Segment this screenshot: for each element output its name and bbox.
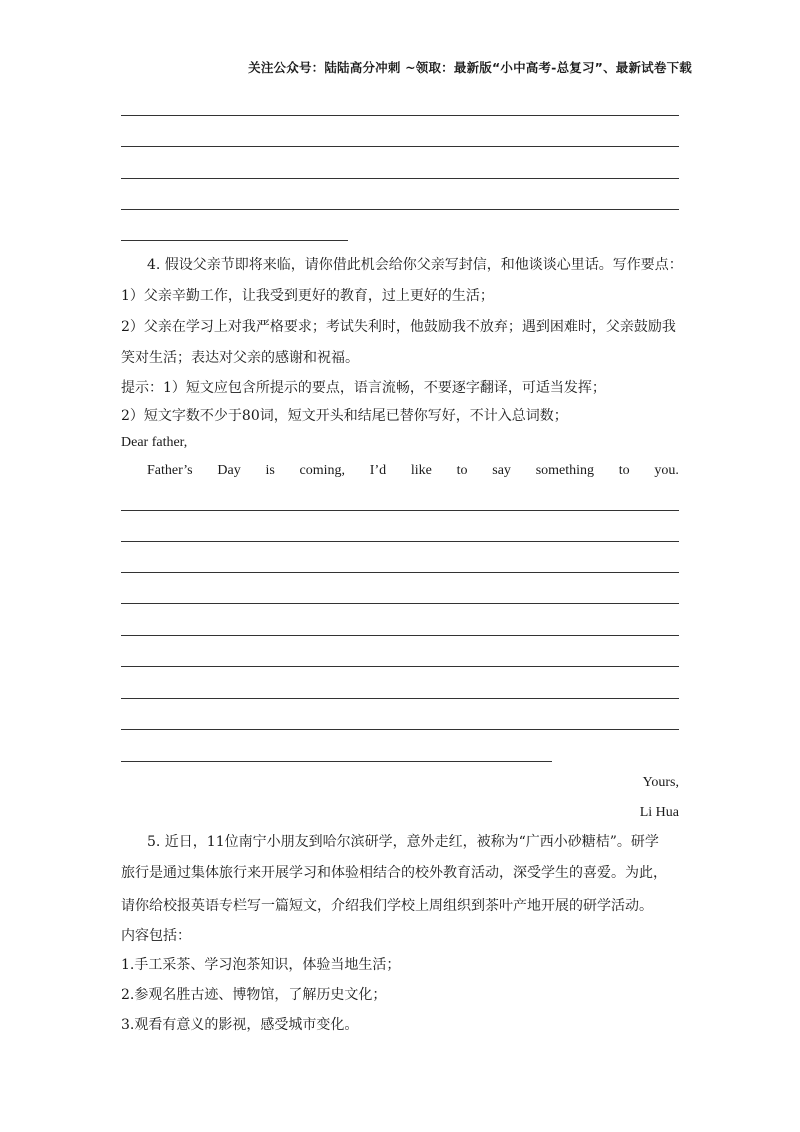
q4-tip-1: 提示：1）短文应包含所提示的要点，语言流畅，不要逐字翻译，可适当发挥； [121,380,606,396]
answer-line [121,115,679,116]
q5-contents-label: 内容包括： [121,928,191,944]
letter-opening-line [147,461,679,481]
q4-point-1: 1）父亲辛勤工作，让我受到更好的教育，过上更好的生活； [121,288,494,304]
answer-line [121,510,679,511]
q4-tip-2: 2）短文字数不少于80词，短文开头和结尾已替你写好，不计入总词数； [121,408,568,424]
opening-word: say [492,463,511,478]
answer-line [121,541,679,542]
answer-line [121,178,679,179]
answer-line [121,240,348,241]
q5-item-2: 2.参观名胜古迹、博物馆，了解历史文化； [121,987,387,1003]
answer-line [121,698,679,699]
letter-signature: Li Hua [639,805,679,820]
answer-line [121,666,679,667]
opening-word: like [410,463,432,478]
letter-closing: Yours, [642,775,679,790]
opening-word: to [618,463,630,478]
q5-line-1: 5. 近日，11位南宁小朋友到哈尔滨研学，意外走红，被称为“广西小砂糖桔”。研学 [147,834,659,850]
answer-line [121,635,679,636]
q5-line-2: 旅行是通过集体旅行来开展学习和体验相结合的校外教育活动，深受学生的喜爱。为此， [121,865,667,881]
opening-word: to [456,463,468,478]
q4-point-2b: 笑对生活；表达对父亲的感谢和祝福。 [121,350,359,366]
answer-line [121,146,679,147]
opening-word: Day [217,463,241,478]
letter-salutation: Dear father, [121,435,188,450]
opening-word: coming, [299,463,346,478]
opening-word: you. [654,463,679,478]
q5-line-3: 请你给校报英语专栏写一篇短文，介绍我们学校上周组织到茶叶产地开展的研学活动。 [121,898,653,914]
q5-item-3: 3.观看有意义的影视，感受城市变化。 [121,1017,359,1033]
q4-point-2a: 2）父亲在学习上对我严格要求；考试失利时，他鼓励我不放弃；遇到困难时，父亲鼓励我 [121,319,676,335]
q4-prompt: 4. 假设父亲节即将来临，请你借此机会给你父亲写封信，和他谈谈心里话。写作要点： [147,257,683,273]
opening-word: Father’s [147,463,193,478]
answer-line [121,729,679,730]
opening-word: is [265,463,275,478]
q5-item-1: 1.手工采茶、学习泡茶知识，体验当地生活； [121,957,401,973]
answer-line [121,603,679,604]
opening-word: something [535,463,595,478]
opening-word: I’d [369,463,387,478]
answer-line [121,572,679,573]
page-header-banner: 关注公众号：陆陆高分冲刺 ~领取：最新版“小中高考-总复习”、最新试卷下载 [248,60,692,75]
answer-line [121,209,679,210]
answer-line [121,761,552,762]
